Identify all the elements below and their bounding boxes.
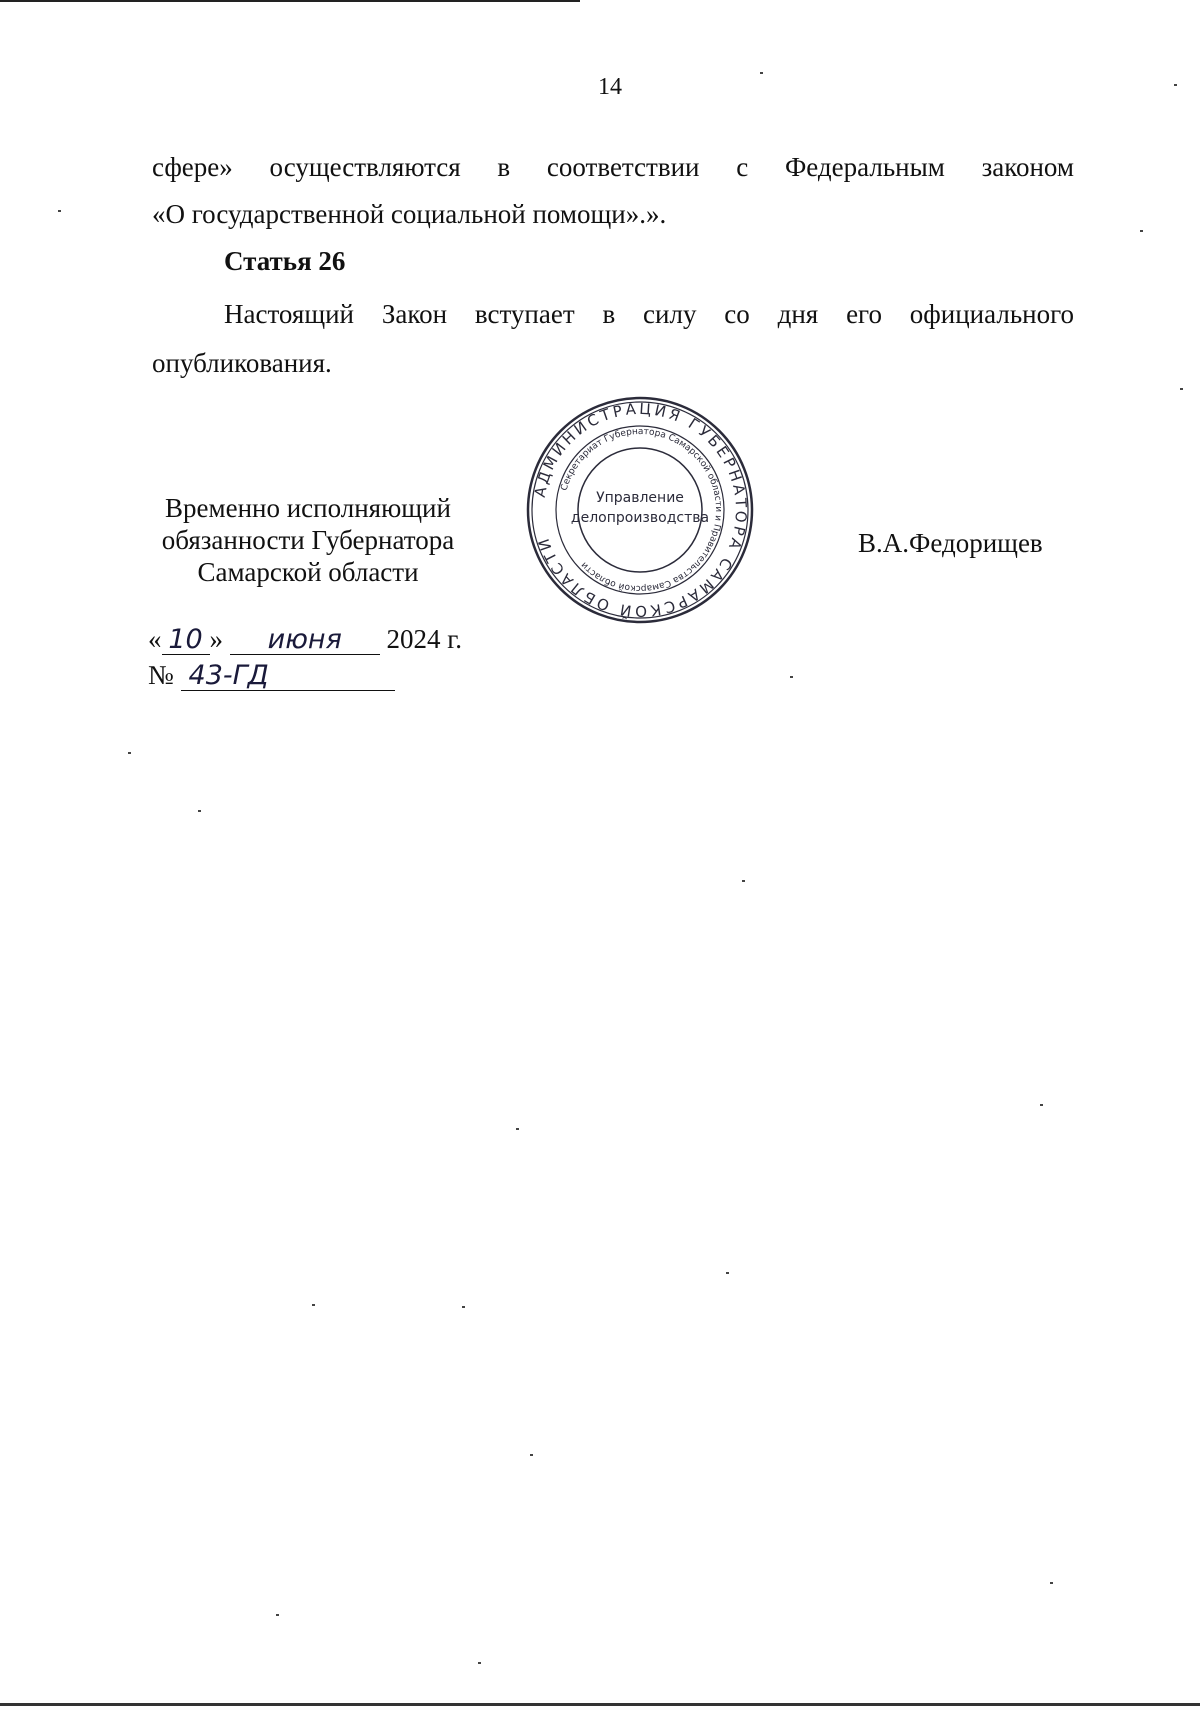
signatory-title-line-3: Самарской области [197, 557, 419, 587]
scan-speck [128, 752, 131, 754]
scan-speck [1180, 388, 1183, 390]
scan-speck [1140, 230, 1143, 232]
stamp-center-line-2: делопроизводства [570, 510, 710, 526]
scan-speck [742, 880, 745, 882]
page-number: 14 [598, 74, 622, 100]
scan-speck [530, 1454, 533, 1456]
signatory-title [148, 492, 468, 588]
scan-speck [276, 1614, 279, 1616]
scan-speck [760, 72, 763, 74]
scan-speck [312, 1304, 315, 1306]
law-number-handwritten: 43-ГД [181, 662, 395, 691]
scan-edge-bottom [0, 1703, 1200, 1706]
law-number [148, 660, 395, 691]
scan-speck [726, 1272, 729, 1274]
date-open-quote: « [148, 624, 162, 654]
article-title: Статья 26 [224, 246, 346, 276]
scan-speck [58, 210, 61, 212]
official-seal-stamp [522, 394, 758, 626]
signatory-title-line-1: Временно исполняющий [165, 493, 451, 523]
scan-speck [1174, 84, 1177, 86]
body-text-line-2: «О государственной социальной помощи».». [152, 199, 667, 229]
scan-speck [198, 810, 201, 812]
scan-edge-top [0, 0, 580, 2]
signatory-name: В.А.Федорищев [858, 528, 1043, 558]
body-text-line-3: Настоящий Закон вступает в силу со дня его официального [224, 299, 1074, 329]
date-year: 2024 г. [386, 624, 463, 654]
scan-speck [790, 676, 793, 678]
body-text-line-1: сфере» осуществляются в соответствии с Федеральным законом [152, 152, 1074, 182]
scan-speck [462, 1306, 465, 1308]
scan-speck [516, 1128, 519, 1130]
scan-speck [1040, 1104, 1043, 1106]
signing-date [148, 624, 462, 655]
stamp-outer-text: АДМИНИСТРАЦИЯ ГУБЕРНАТОРА САМАРСКОЙ ОБЛАСТИ [530, 399, 751, 621]
scan-speck [478, 1662, 481, 1664]
number-sign: № [148, 660, 174, 690]
signatory-title-line-2: обязанности Губернатора [161, 525, 455, 555]
date-day-handwritten: 10 [162, 626, 210, 655]
scan-speck [1050, 1582, 1053, 1584]
stamp-center-line-1: Управление [596, 490, 684, 506]
body-text-line-4: опубликования. [152, 348, 332, 378]
date-month-handwritten: июня [230, 626, 380, 655]
stamp-inner-text: Секретариат Губернатора Самарской области и Правительства Самарской области [559, 426, 724, 594]
date-close-quote: » [209, 624, 223, 654]
